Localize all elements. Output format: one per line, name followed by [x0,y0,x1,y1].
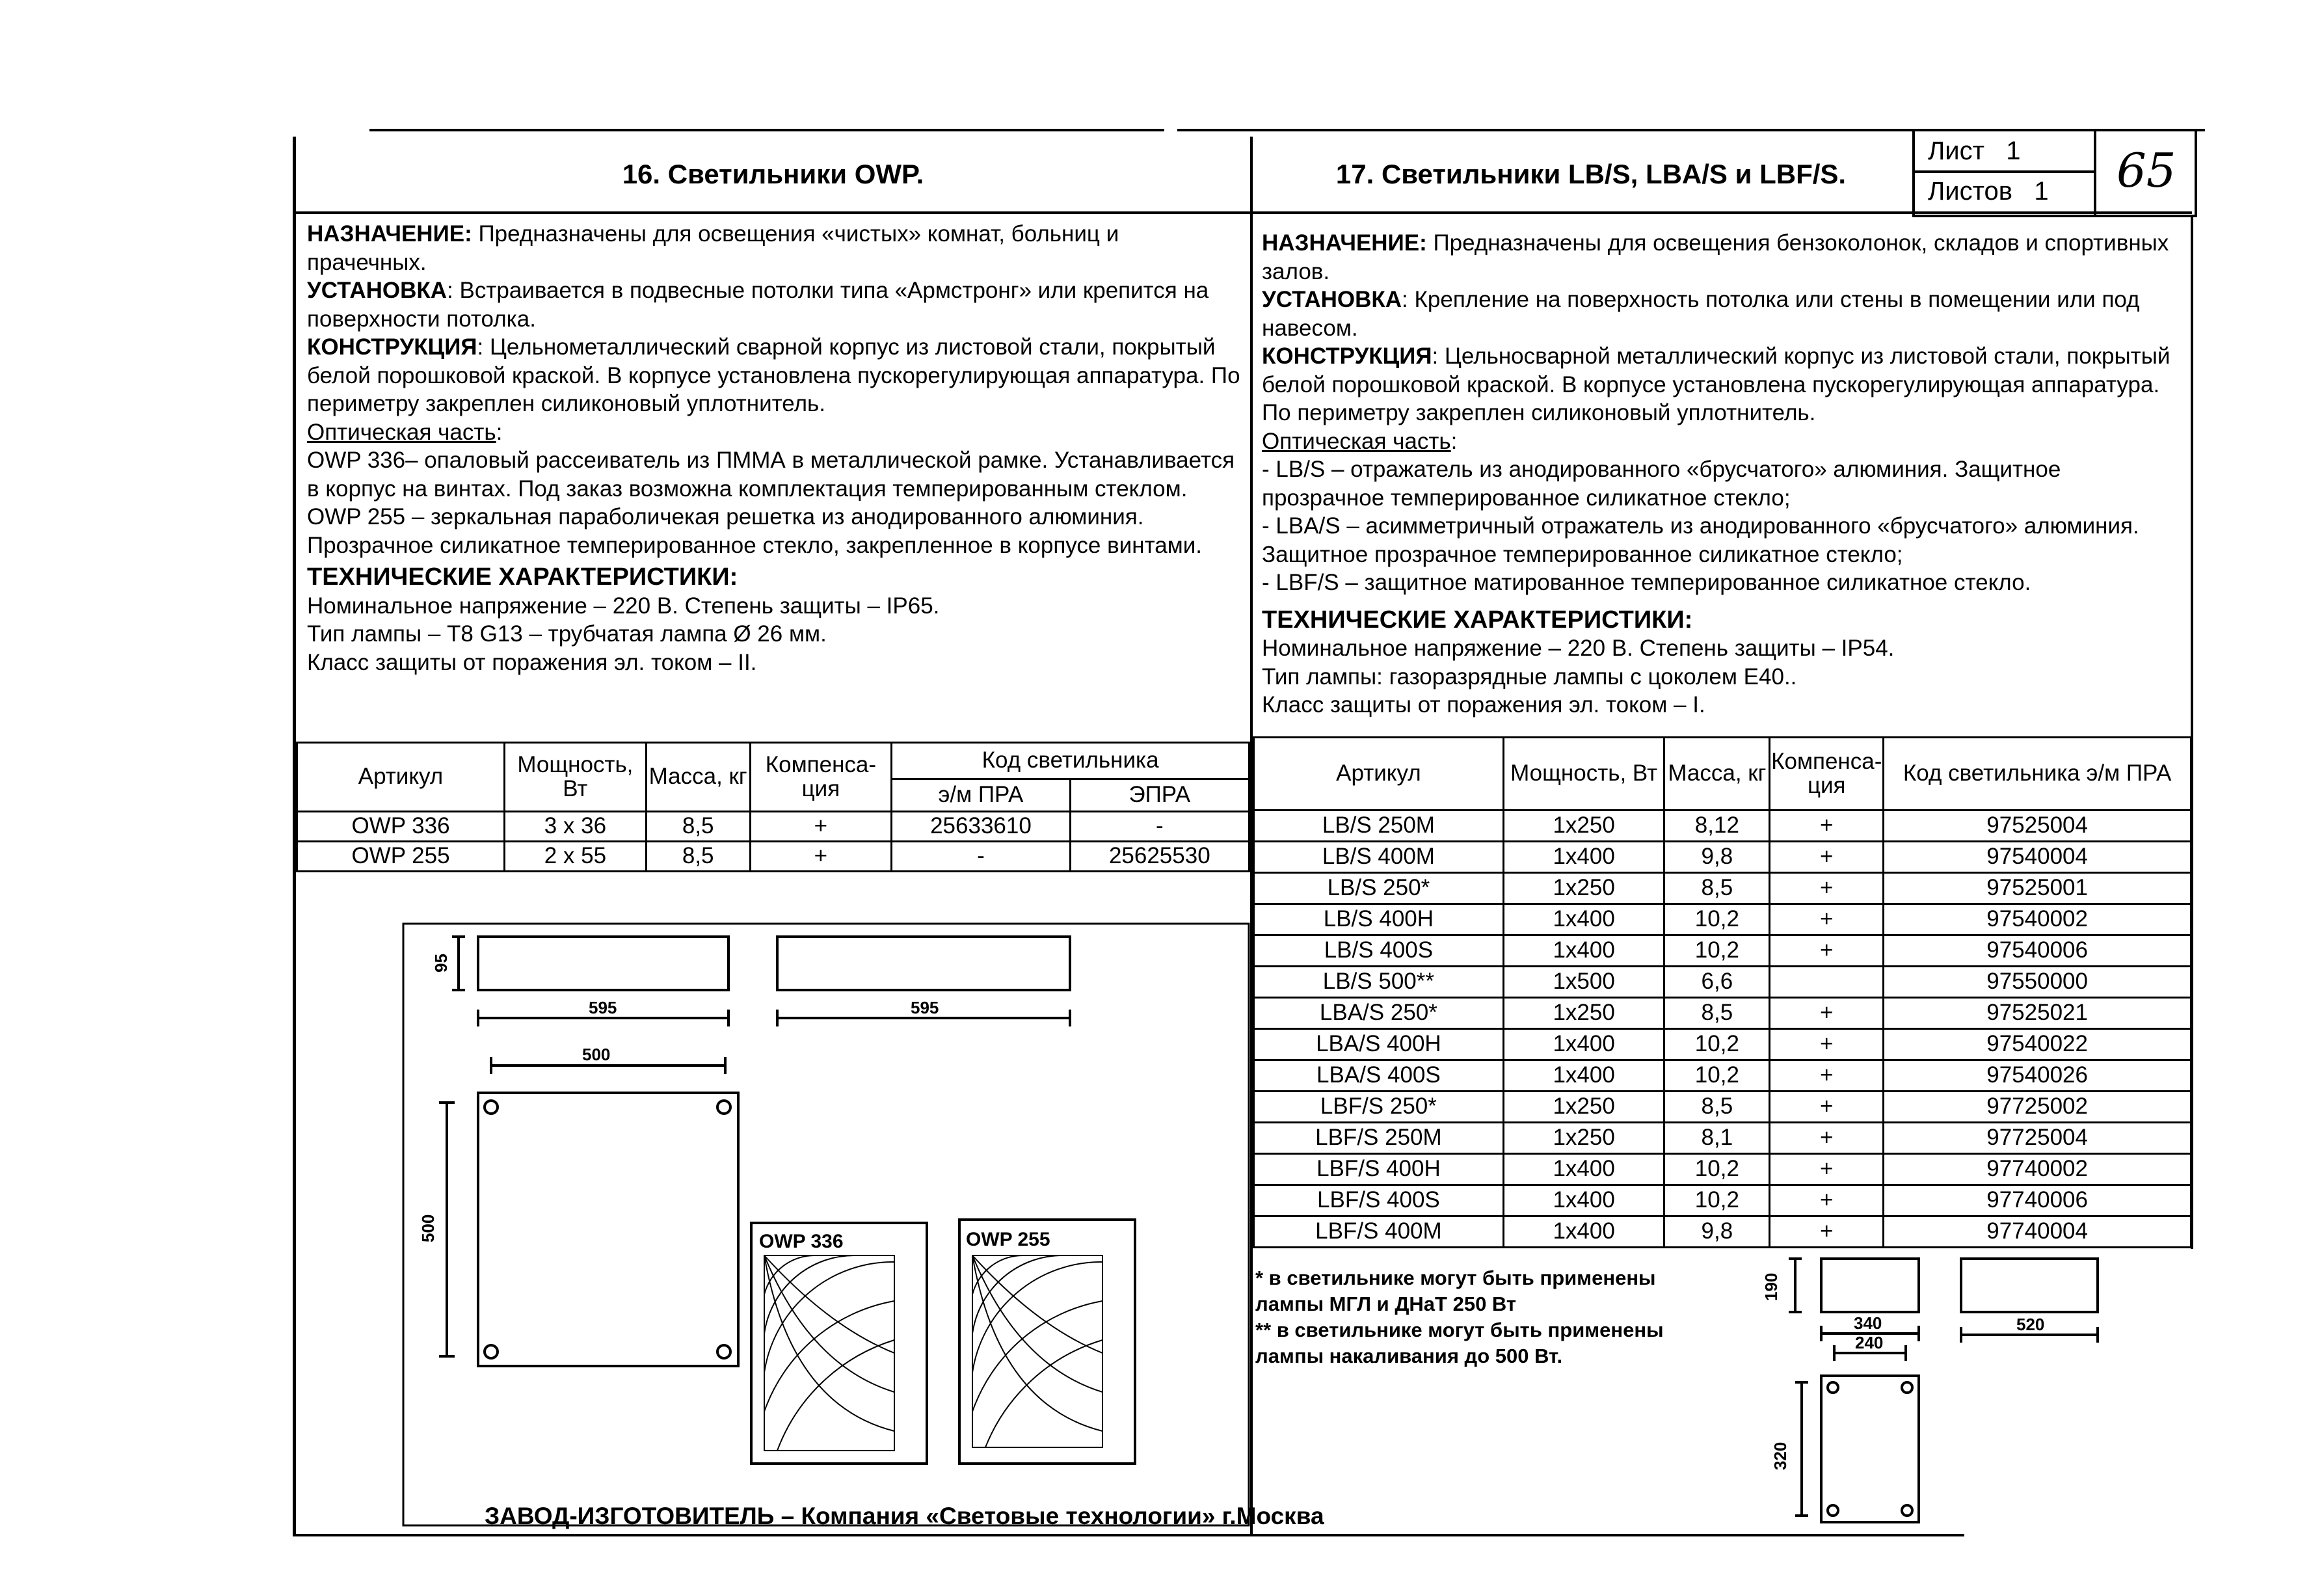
owp-side-view-1 [478,937,728,990]
cell-code: 97540026 [1884,1060,2191,1092]
cell-article: LB/S 250* [1254,873,1504,904]
owp255-polar-curves [972,1255,1102,1447]
cell-power: 1x400 [1503,1185,1664,1216]
lbs-side-view-1 [1821,1259,1919,1312]
cell-comp: + [1770,842,1884,873]
table-row [1254,935,2191,967]
right-optics-2: - LBA/S – асимметричный отражатель из анодированного «брусчатого» алюминия. Защитное прозрачное темперированное силикатное стекло; [1262,513,2139,567]
left-th-code: Код светильника [892,743,1249,779]
dim-340: 340 [1854,1313,1882,1333]
cell-mass: 10,2 [1664,1060,1770,1092]
cell-mass: 8,5 [1664,873,1770,904]
cell-power: 1x400 [1503,935,1664,967]
owp-side-view-2 [777,937,1070,990]
cell-mass: 8,5 [1664,1092,1770,1123]
cell-article: OWP 255 [297,842,505,872]
drawing-panel [403,924,1249,1525]
owp336-polar-grid [764,1255,894,1451]
cell-article: OWP 336 [297,812,505,842]
mount-hole [1902,1505,1912,1516]
cell-mass: 8,1 [1664,1123,1770,1154]
cell-article: LBF/S 250* [1254,1092,1504,1123]
cell-mass: 6,6 [1664,967,1770,998]
cell-mass: 10,2 [1664,904,1770,935]
cell-comp: + [1770,998,1884,1029]
cell-article: LB/S 400M [1254,842,1504,873]
cell-code: 97525021 [1884,998,2191,1029]
cell-code: 97725004 [1884,1123,2191,1154]
owp336-diagram-label: OWP 336 [759,1231,844,1252]
cell-code: 97740006 [1884,1185,2191,1216]
cell-mass: 8,5 [646,812,750,842]
table-row [297,812,1249,842]
cell-article: LB/S 250M [1254,811,1504,842]
lbs-side-view-2 [1961,1259,2098,1312]
cell-comp: + [1770,1185,1884,1216]
cell-power: 1x400 [1503,1216,1664,1248]
left-th-code-em: э/м ПРА [892,779,1070,812]
left-th-article: Артикул [297,743,505,812]
right-th-article: Артикул [1254,738,1504,811]
cell-article: LB/S 500** [1254,967,1504,998]
right-optics-3: - LBF/S – защитное матированное темперированное силикатное стекло. [1262,570,2031,595]
cell-code: 97525001 [1884,873,2191,904]
cell-code: 97725002 [1884,1092,2191,1123]
left-purpose: НАЗНАЧЕНИЕ: Предназначены для освещения «чистых» комнат, больниц и прачечных. [307,221,1119,275]
cell-mass: 8,12 [1664,811,1770,842]
right-table-body [1254,811,2191,1248]
right-th-comp: Компенса-ция [1770,738,1884,811]
dim-500w: 500 [582,1045,611,1064]
cell-code: 97540002 [1884,904,2191,935]
owp255-polar-grid [972,1255,1102,1447]
right-purpose: НАЗНАЧЕНИЕ: Предназначены для освещения бензоколонок, складов и спортивных залов. [1262,230,2169,284]
dim-190: 190 [1761,1272,1781,1301]
left-install: УСТАНОВКА: Встраивается в подвесные потолки типа «Армстронг» или крепится на поверхности потолка. [307,278,1209,332]
cell-mass: 10,2 [1664,1185,1770,1216]
cell-mass: 9,8 [1664,1216,1770,1248]
right-drawings [1743,1249,2107,1535]
table-row [1254,811,2191,842]
left-th-code-epra: ЭПРА [1070,779,1249,812]
left-tech-header: ТЕХНИЧЕСКИЕ ХАРАКТЕРИСТИКИ: [307,563,738,591]
left-drawings [296,872,1250,1529]
dim-240: 240 [1855,1333,1884,1352]
cell-mass: 10,2 [1664,1154,1770,1185]
mount-hole [717,1345,730,1358]
cell-article: LBF/S 400S [1254,1185,1504,1216]
owp-top-view [478,1093,738,1366]
right-tech-1: Номинальное напряжение – 220 В. Степень защиты – IP54. [1262,636,1895,661]
left-optics-1: OWP 336– опаловый рассеиватель из ПММА в металлической рамке. Устанавливается в корпус на винтах. Под заказ возможна комплектация темперированным стеклом. [307,448,1235,502]
cell-code: 97525004 [1884,811,2191,842]
cell-code: 97540022 [1884,1029,2191,1060]
cell-mass: 8,5 [1664,998,1770,1029]
mount-hole [485,1345,498,1358]
dim-320: 320 [1770,1441,1790,1470]
table-row [1254,1216,2191,1248]
cell-comp: + [1770,1029,1884,1060]
cell-epra: - [1070,812,1249,842]
right-tech-header: ТЕХНИЧЕСКИЕ ХАРАКТЕРИСТИКИ: [1262,606,1693,634]
right-tech-3: Класс защиты от поражения эл. током – I. [1262,692,1705,717]
table-row [1254,1092,2191,1123]
cell-comp: + [1770,811,1884,842]
cell-mass: 10,2 [1664,1029,1770,1060]
mount-hole [717,1101,730,1114]
table-row [1254,842,2191,873]
dim-520: 520 [2016,1315,2045,1334]
cell-comp: + [1770,935,1884,967]
owp336-polar-curves [764,1255,894,1451]
right-description [1262,229,2189,719]
cell-comp: + [750,842,892,872]
mount-hole [485,1101,498,1114]
cell-epra: 25625530 [1070,842,1249,872]
cell-power: 1x400 [1503,904,1664,935]
right-tech-2: Тип лампы: газоразрядные лампы с цоколем Е40.. [1262,664,1797,690]
cell-power: 1x250 [1503,811,1664,842]
cell-comp: + [750,812,892,842]
right-optics-1: - LB/S – отражатель из анодированного «брусчатого» алюминия. Защитное прозрачное темперированное силикатное стекло; [1262,457,2061,511]
table-row [297,842,1249,872]
sheet-box-divider [2094,131,2096,215]
cell-comp: + [1770,1092,1884,1123]
cell-power: 3 x 36 [504,812,646,842]
left-th-mass: Масса, кг [646,743,750,812]
right-optics-heading: Оптическая часть: [1262,428,1458,454]
right-construction: КОНСТРУКЦИЯ: Цельносварной металлический корпус из листовой стали, покрытый белой порошковой краской. В корпусе установлена пускорегулирующая аппаратура. По периметру закреплен силиконовый уплотнитель. [1262,343,2170,425]
cell-power: 1x500 [1503,967,1664,998]
cell-power: 1x400 [1503,842,1664,873]
right-th-code: Код светильника э/м ПРА [1884,738,2191,811]
cell-code: 97740002 [1884,1154,2191,1185]
sheet-info-box [1912,129,2197,217]
cell-code: 97540004 [1884,842,2191,873]
left-description [307,220,1244,677]
cell-code: 97550000 [1884,967,2191,998]
left-th-comp: Компенса-ция [750,743,892,812]
table-row [1254,998,2191,1029]
cell-article: LBA/S 250* [1254,998,1504,1029]
cell-comp: + [1770,1154,1884,1185]
title-rule [293,211,2192,214]
cell-article: LBF/S 250M [1254,1123,1504,1154]
cell-comp [1770,967,1884,998]
right-spec-table [1253,736,2192,1248]
sheet-box-midline [1915,170,2094,173]
cell-mass: 9,8 [1664,842,1770,873]
cell-power: 1x250 [1503,1123,1664,1154]
right-footnotes [1255,1265,1711,1369]
cell-power: 1x400 [1503,1060,1664,1092]
table-row [1254,1154,2191,1185]
mount-hole [1828,1382,1838,1393]
dim-595a: 595 [589,998,617,1017]
frame-bottom [293,1534,1964,1536]
cell-power: 1x250 [1503,873,1664,904]
cell-em: - [892,842,1070,872]
sheet-label: Лист 1 [1928,137,2021,165]
left-optics-heading: Оптическая часть: [307,419,503,445]
lbs-top-view [1821,1376,1919,1522]
cell-comp: + [1770,1216,1884,1248]
table-row [1254,1029,2191,1060]
right-th-mass: Масса, кг [1664,738,1770,811]
cell-article: LBA/S 400S [1254,1060,1504,1092]
right-install: УСТАНОВКА: Крепление на поверхность потолка или стены в помещении или под навесом. [1262,287,2140,341]
cell-code: 97540006 [1884,935,2191,967]
table-row [1254,967,2191,998]
dim-95: 95 [431,954,451,972]
cell-comp: + [1770,873,1884,904]
manufacturer-footer: ЗАВОД-ИЗГОТОВИТЕЛЬ – Компания «Световые технологии» г.Москва [485,1503,1324,1529]
left-title: 16. Светильники OWP. [622,159,924,189]
left-tech-2: Тип лампы – Т8 G13 – трубчатая лампа Ø 26 мм. [307,621,827,647]
footnote-2: ** в светильнике могут быть применены лампы накаливания до 500 Вт. [1255,1319,1664,1367]
cell-article: LBF/S 400M [1254,1216,1504,1248]
cell-power: 1x400 [1503,1029,1664,1060]
dim-595b: 595 [911,998,939,1017]
right-title: 17. Светильники LB/S, LBA/S и LBF/S. [1335,159,1847,189]
owp336-diagram-frame [751,1223,927,1464]
footnote-1: * в светильнике могут быть применены лампы МГЛ и ДНаТ 250 Вт [1255,1267,1656,1315]
cell-article: LB/S 400H [1254,904,1504,935]
left-tech-3: Класс защиты от поражения эл. током – II. [307,649,757,675]
page-number: 65 [2117,143,2176,198]
table-row [1254,1060,2191,1092]
mount-hole [1902,1382,1912,1393]
owp255-diagram-label: OWP 255 [966,1229,1050,1250]
cell-power: 1x250 [1503,1092,1664,1123]
cell-mass: 8,5 [646,842,750,872]
cell-power: 2 x 55 [504,842,646,872]
left-spec-table [296,742,1250,872]
cell-article: LBF/S 400H [1254,1154,1504,1185]
cell-mass: 10,2 [1664,935,1770,967]
mount-hole [1828,1505,1838,1516]
left-tech-1: Номинальное напряжение – 220 В. Степень защиты – IP65. [307,593,940,619]
left-optics-2: OWP 255 – зеркальная параболичекая решетка из анодированного алюминия. Прозрачное силикатное темперированное стекло, закрепленное в корпусе винтами. [307,504,1203,558]
cell-comp: + [1770,1123,1884,1154]
cell-code: 97740004 [1884,1216,2191,1248]
sheets-label: Листов 1 [1928,177,2049,206]
table-row [1254,904,2191,935]
left-construction: КОНСТРУКЦИЯ: Цельнометаллический сварной корпус из листовой стали, покрытый белой порошковой краской. В корпусе установлена пускорегулирующая аппаратура. По периметру закреплен силиконовый уплотнитель. [307,334,1240,416]
cell-article: LBA/S 400H [1254,1029,1504,1060]
cell-power: 1x250 [1503,998,1664,1029]
top-rule-left [369,129,1164,131]
table-row [1254,1185,2191,1216]
cell-article: LB/S 400S [1254,935,1504,967]
cell-power: 1x400 [1503,1154,1664,1185]
table-row [1254,873,2191,904]
dim-500h: 500 [418,1214,438,1242]
cell-comp: + [1770,1060,1884,1092]
left-th-power: Мощность, Вт [504,743,646,812]
cell-comp: + [1770,904,1884,935]
right-th-power: Мощность, Вт [1503,738,1664,811]
table-row [1254,1123,2191,1154]
cell-em: 25633610 [892,812,1070,842]
